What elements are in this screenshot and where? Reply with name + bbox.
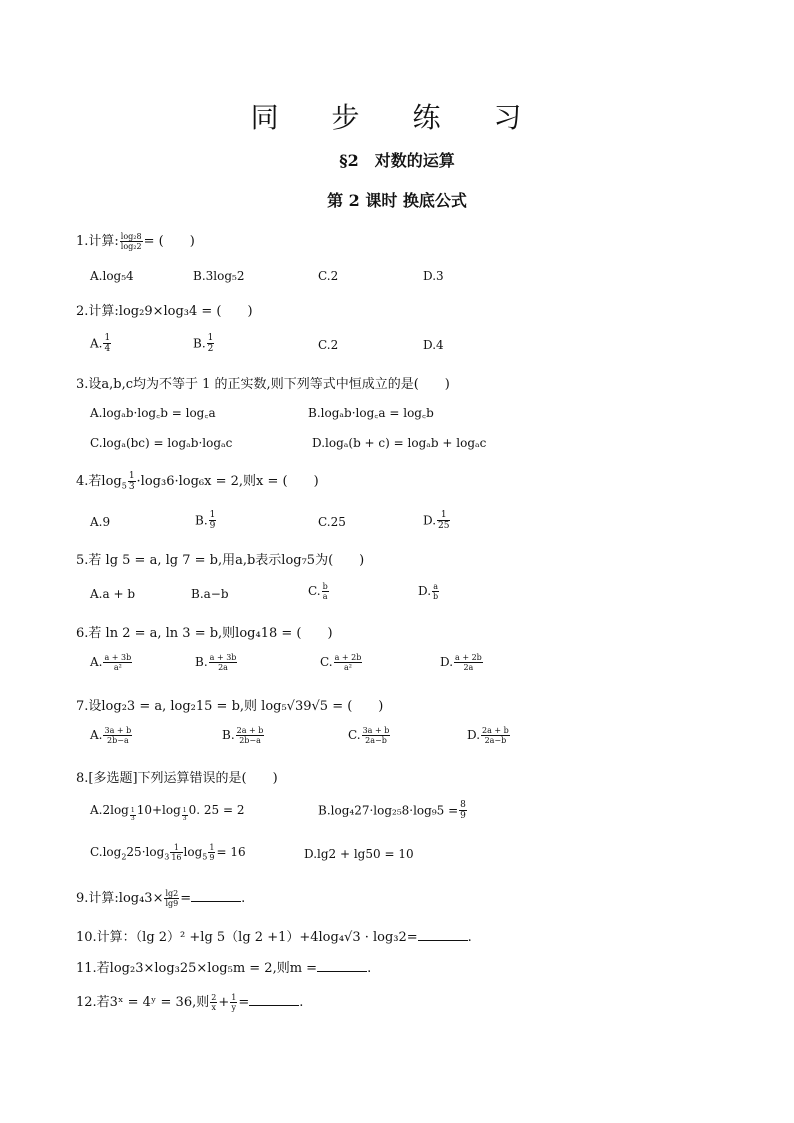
answer-blank[interactable] — [317, 961, 367, 972]
q8-option-c[interactable]: $C.\log_225\cdot\log_3$ $\frac{1}{16}$ $\log_5$ $\frac{1}{9}$ = 16 — [90, 843, 246, 863]
q4-option-a[interactable]: A.9 — [90, 515, 111, 529]
question-12: 12.若3ˣ = 4ʸ = 36,则 $\frac{2}{x}$ + $\frac{1}{y}$ = . — [76, 992, 304, 1012]
section-heading: §2 对数的运算 — [339, 151, 455, 170]
q6-option-b[interactable]: B. $\frac{a + 3b}{2a}$ — [195, 653, 237, 673]
question-11: 11.若log₂3×log₃25×log₅m = 2,则m = . — [76, 961, 372, 976]
q1-option-c[interactable]: C.2 — [318, 269, 339, 283]
q2-option-b[interactable]: B. $\frac{1}{2}$ — [193, 333, 214, 355]
q4-option-c[interactable]: C.25 — [318, 515, 346, 529]
question-6: 6.若 ln 2 = a, ln 3 = b,则log₄18 = ( ) — [76, 626, 333, 641]
question-7: 7.设log₂3 = a, log₂15 = b,则 log₅√39√5 = ( ) — [76, 699, 384, 714]
q7-option-b[interactable]: B. $\frac{2a + b}{2b-a}$ — [222, 726, 264, 746]
q3-option-d[interactable]: D.logₐ(b + c) = logₐb + logₐc — [312, 436, 487, 450]
q3-option-c[interactable]: C.logₐ(bc) = logₐb·logₐc — [90, 436, 233, 450]
lesson-heading: 第 2 课时 换底公式 — [327, 191, 467, 210]
q5-option-a[interactable]: A.a + b — [90, 587, 135, 601]
question-1: 1.计算: $\frac{\text{log₂8}}{\text{log₂2}}$ = ( ) — [76, 231, 195, 251]
q2-option-a[interactable]: A. $\frac{1}{4}$ — [90, 333, 111, 355]
q7-option-a[interactable]: A. $\frac{3a + b}{2b-a}$ — [90, 726, 132, 746]
q5-option-d[interactable]: D. $\frac{a}{b}$ — [418, 582, 439, 602]
q4-option-d[interactable]: D. $\frac{1}{25}$ — [423, 510, 450, 532]
q1-option-d[interactable]: D.3 — [423, 269, 444, 283]
q2-option-d[interactable]: D.4 — [423, 338, 444, 352]
q4-option-b[interactable]: B. $\frac{1}{9}$ — [195, 510, 216, 532]
q6-option-d[interactable]: D. $\frac{a + 2b}{2a}$ — [440, 653, 482, 673]
q8-option-a[interactable]: A.2log $_{\frac{1}{3}}$ 10+log $_{\frac{1}{3}}$ 0. 25 = 2 — [90, 803, 245, 822]
q8-option-d[interactable]: D.lg2 + lg50 = 10 — [304, 847, 414, 861]
question-4: 4.若$\log_5$ $\frac{1}{3}$ ·log₃6·log₆x = 2,则x = ( ) — [76, 470, 319, 492]
q3-option-a[interactable]: A.logₐb·log꜀b = log꜀a — [90, 406, 216, 420]
q6-option-a[interactable]: A. $\frac{a + 3b}{\text{a²}}$ — [90, 653, 132, 673]
q5-option-b[interactable]: B.a−b — [191, 587, 229, 601]
q7-option-c[interactable]: C. $\frac{3a + b}{2a-b}$ — [348, 726, 390, 746]
q5-option-c[interactable]: C. $\frac{b}{a}$ — [308, 582, 328, 602]
q7-option-d[interactable]: D. $\frac{2a + b}{2a-b}$ — [467, 726, 509, 746]
answer-blank[interactable] — [418, 930, 468, 941]
answer-blank[interactable] — [191, 891, 241, 902]
question-3: 3.设a,b,c均为不等于 1 的正实数,则下列等式中恒成立的是( ) — [76, 377, 450, 392]
q8-option-b[interactable]: B.log₄27·log₂₅8·log₉5 = $\frac{8}{9}$ — [318, 800, 466, 822]
q6-option-c[interactable]: C. $\frac{a + 2b}{\text{a²}}$ — [320, 653, 362, 673]
question-10: 10.计算：（lg 2）² +lg 5（lg 2 +1）+4log₄√3 · log₃2= . — [76, 930, 472, 945]
question-2: 2.计算:log₂9×log₃4 = ( ) — [76, 304, 253, 319]
question-5: 5.若 lg 5 = a, lg 7 = b,用a,b表示log₇5为( ) — [76, 553, 365, 568]
answer-blank[interactable] — [249, 995, 299, 1006]
q1-option-b[interactable]: B.3log₅2 — [193, 269, 245, 283]
q1-option-a[interactable]: A.log₅4 — [90, 269, 134, 283]
question-8: 8.[多选题]下列运算错误的是( ) — [76, 771, 278, 786]
question-9: 9.计算:log₄3× $\frac{\lg 2}{\lg 9}$ = . — [76, 888, 246, 908]
q3-option-b[interactable]: B.logₐb·log꜀a = log꜀b — [308, 406, 434, 420]
q2-option-c[interactable]: C.2 — [318, 338, 339, 352]
page-title: 同 步 练 习 — [250, 101, 544, 134]
